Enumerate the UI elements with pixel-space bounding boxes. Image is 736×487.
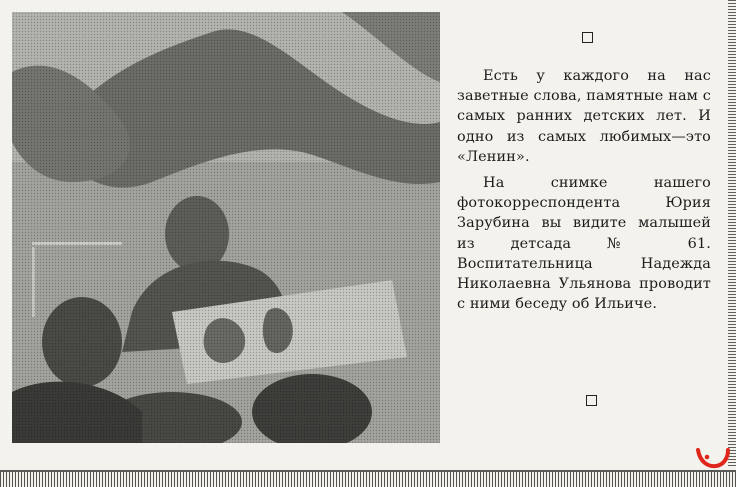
red-logo-icon (694, 446, 732, 470)
article-paragraph-1: Есть у каждого на нас заветные слова, памятные нам с самых ранних детских лет. И одно из самых любимых—это «Ленин». (457, 68, 711, 165)
square-marker-icon (582, 32, 593, 43)
article-paragraph-2: На снимке нашего фотокорреспондента Юрия Зарубина вы видите малышей из детсада № 61. Воспитательница Надежда Николаевна Ульянова проводит с ними беседу об Ильиче. (457, 175, 711, 313)
article-text (457, 66, 711, 320)
bottom-perforation-edge (0, 470, 736, 487)
square-marker-icon (586, 395, 597, 406)
photo-halftone (12, 12, 440, 443)
news-photo (12, 12, 440, 443)
right-perforation-edge (728, 0, 736, 468)
